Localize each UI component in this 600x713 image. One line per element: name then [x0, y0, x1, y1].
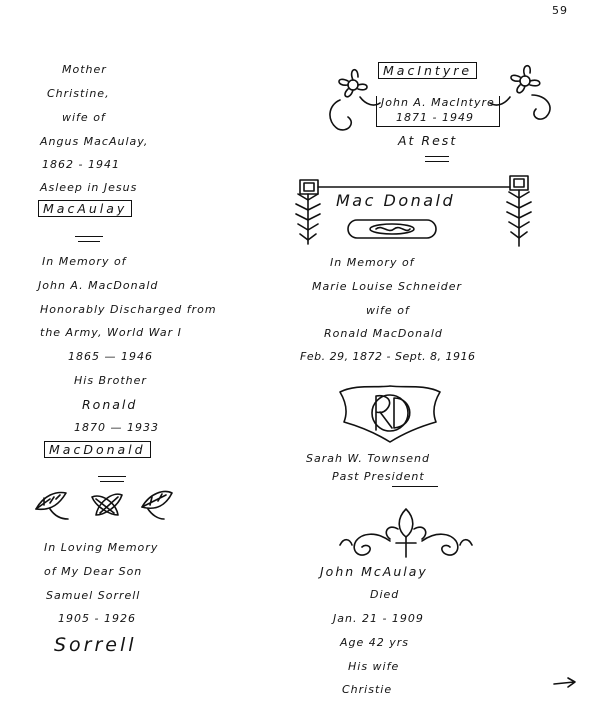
inscription-line: In Loving Memory — [44, 541, 159, 554]
at-rest-caption: At Rest — [398, 133, 458, 148]
divider — [78, 241, 100, 242]
inscription-line: Christie — [342, 683, 393, 696]
inscription-dates: 1862 - 1941 — [42, 158, 120, 171]
surname-heading: Mac Donald — [336, 191, 456, 210]
inscription-line: Ronald — [82, 397, 138, 412]
inscription-dates: Jan. 21 - 1909 — [333, 612, 424, 625]
underline — [392, 486, 438, 487]
inscription-dates: 1870 — 1933 — [74, 421, 159, 434]
inscription-line: Mother — [62, 63, 107, 76]
inscription-line: John A. MacDonald — [38, 279, 159, 292]
inscription-line: In Memory of — [42, 255, 127, 268]
divider — [98, 476, 126, 477]
inscription-line: Died — [370, 588, 400, 601]
inscription-line: Angus MacAulay, — [40, 135, 149, 148]
monument-name: John A. MacIntyre — [376, 96, 500, 127]
inscription-line: John McAulay — [320, 564, 428, 579]
fleur-de-lis-scroll-icon — [336, 505, 476, 561]
arrow-right-icon — [552, 676, 578, 690]
garland-pillar-ornament-icon — [288, 174, 550, 254]
inscription-dates: Feb. 29, 1872 - Sept. 8, 1916 — [300, 350, 476, 363]
monument-dates: 1871 - 1949 — [396, 111, 474, 124]
inscription-line: Past President — [332, 470, 425, 483]
inscription-dates: 1865 — 1946 — [68, 350, 153, 363]
surname-large: Sorrell — [54, 634, 137, 656]
inscription-line: wife of — [366, 304, 410, 317]
inscription-line: Ronald MacDonald — [324, 327, 443, 340]
inscription-dates: 1905 - 1926 — [58, 612, 136, 625]
inscription-line: His Brother — [74, 374, 147, 387]
inscription-line: of My Dear Son — [44, 565, 143, 578]
surname-plaque: MacIntyre — [378, 62, 477, 79]
surname-plaque: MacDonald — [44, 441, 151, 458]
surname-plaque: MacAulay — [38, 200, 132, 217]
inscription-line: His wife — [348, 660, 400, 673]
inscription-line: Marie Louise Schneider — [312, 280, 463, 293]
inscription-line: wife of — [62, 111, 106, 124]
inscription-line: Asleep in Jesus — [40, 181, 138, 194]
inscription-line: Samuel Sorrell — [46, 589, 141, 602]
inscription-line: Sarah W. Townsend — [306, 452, 430, 465]
divider — [100, 481, 124, 482]
inscription-line: Christine, — [47, 87, 110, 100]
divider — [425, 161, 449, 162]
inscription-line: the Army, World War I — [40, 326, 182, 339]
inscription-line: In Memory of — [330, 256, 415, 269]
divider — [75, 236, 103, 237]
divider — [425, 156, 449, 157]
page-number: 59 — [552, 4, 568, 17]
inscription-line: Age 42 yrs — [340, 636, 410, 649]
leaf-ornament-icon — [30, 485, 180, 525]
monogram-shield-icon — [336, 382, 446, 446]
inscription-line: Honorably Discharged from — [40, 303, 217, 316]
